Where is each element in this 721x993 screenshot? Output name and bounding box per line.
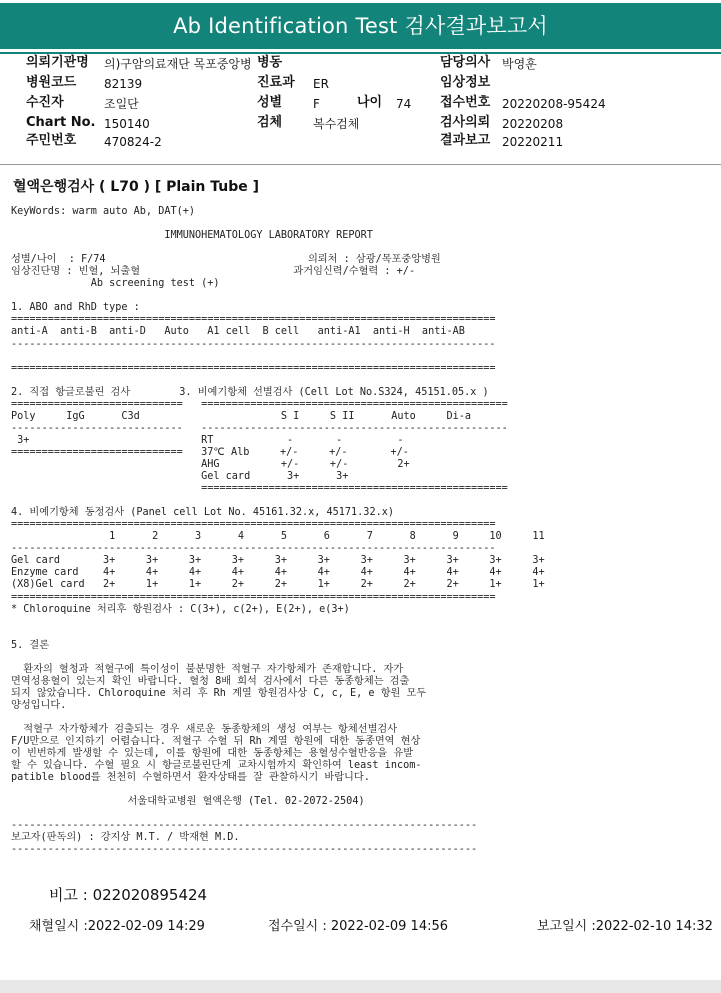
header-row-5 xyxy=(0,133,721,153)
report-title: Ab Identification Test 검사결과보고서 xyxy=(0,3,721,49)
remarks: 비고 : 022020895424 xyxy=(49,886,208,904)
label-resident-number: 주민번호 xyxy=(26,133,77,148)
section-title: 혈액은행검사 ( L70 ) [ Plain Tube ] xyxy=(13,179,260,195)
value-chart-no: 150140 xyxy=(104,117,150,131)
value-doctor: 박영훈 xyxy=(502,57,537,71)
header-row-3 xyxy=(0,95,721,115)
value-specimen: 복수검체 xyxy=(313,117,360,131)
header-row-4 xyxy=(0,115,721,135)
label-chart-no: Chart No. xyxy=(26,115,96,130)
label-test-request: 검사의뢰 xyxy=(440,115,491,130)
label-doctor: 담당의사 xyxy=(440,55,491,70)
value-institution: 의)구암의료재단 목포중앙병 xyxy=(104,57,252,71)
value-resident-number: 470824-2 xyxy=(104,135,162,149)
label-sex: 성별 xyxy=(257,95,283,110)
value-test-request: 20220208 xyxy=(502,117,564,131)
report-datetime: 보고일시 :2022-02-10 14:32 xyxy=(537,919,713,934)
label-department: 진료과 xyxy=(257,75,295,90)
header-row-1 xyxy=(0,55,721,75)
value-department: ER xyxy=(313,77,329,91)
value-sex: F xyxy=(313,97,320,111)
value-age: 74 xyxy=(396,97,412,111)
label-patient: 수진자 xyxy=(26,95,64,110)
label-result-report: 결과보고 xyxy=(440,133,491,148)
label-receipt-number: 접수번호 xyxy=(440,95,491,110)
header-row-2 xyxy=(0,75,721,95)
value-result-report: 20220211 xyxy=(502,135,564,149)
label-ward: 병동 xyxy=(257,55,283,70)
label-institution: 의뢰기관명 xyxy=(26,55,89,70)
header-top-rule xyxy=(0,52,721,54)
collection-datetime: 채혈일시 :2022-02-09 14:29 xyxy=(29,919,205,934)
label-clinical-info: 임상정보 xyxy=(440,75,491,90)
header-bottom-rule xyxy=(0,164,721,165)
value-patient: 조일단 xyxy=(104,97,139,111)
report-body: KeyWords: warm auto Ab, DAT(+) IMMUNOHEMATOLOGY LABORATORY REPORT 성별/나이 : F/74 의뢰처 : 삼광/목포중앙병원 임상진단명 : 빈혈, 뇌출혈 과거임신력/수혈력 : +/- Ab screening test (+) 1. ABO and RhD type : =============================================================================== anti-A anti-B anti-D Auto A1 cell B cell anti-A1 anti-H anti-AB ------------------------------------------------------------------------------- =============================================================================== 2. 직접 항글로불린 검사 3. 비예기항체 선별검사 (Cell Lot No.S324, 45151.05.x ) ============================ ================================================== Poly IgG C3d S I S II Auto Di-a ---------------------------- -------------------------------------------------- 3+ RT - - - ============================ 37℃ Alb +/- +/- +/- AHG +/- +/- 2+ Gel card 3+ 3+ ================================================== 4. 비예기항체 동정검사 (Panel cell Lot No. 45161.32.x, 45171.32.x) =============================================================================== 1 2 3 4 5 6 7 8 9 10 11 ------------------------------------------------------------------------------- Gel card 3+ 3+ 3+ 3+ 3+ 3+ 3+ 3+ 3+ 3+ 3+ Enzyme card 4+ 4+ 4+ 4+ 4+ 4+ 4+ 4+ 4+ 4+ 4+ (X8)Gel card 2+ 1+ 1+ 2+ 2+ 1+ 2+ 2+ 2+ 1+ 1+ =============================================================================== * Chloroquine 처리후 항원검사 : C(3+), c(2+), E(2+), e(3+) 5. 결론 환자의 혈청과 적혈구에 특이성이 불분명한 적혈구 자가항체가 존재합니다. 자가 면역성용혈이 있는지 확인 바랍니다. 혈청 8배 희석 검사에서 다른 동종항체는 검출 되지 않았습니다. Chloroquine 처리 후 Rh 계열 항원검사상 C, c, E, e 항원 모두 양성입니다. 적혈구 자가항체가 검출되는 경우 새로운 동종항체의 생성 여부는 항체선별검사 F/U만으로 인지하기 어렵습니다. 적혈구 수혈 뒤 Rh 계열 항원에 대한 동종면역 현상 이 빈번하게 발생할 수 있는데, 이를 항원에 대한 동종항체는 용혈성수혈반응을 유발 할 수 있습니다. 수혈 필요 시 항글로불린단계 교차시험까지 확인하여 least incom- patible blood를 천천히 수혈하면서 환자상태를 잘 관찰하시기 바랍니다. 서울대학교병원 혈액은행 (Tel. 02-2072-2504) ---------------------------------------------------------------------------- 보고자(판독의) : 강지상 M.T. / 박재현 M.D. ---------------------------------------------------------------------------- xyxy=(11,206,545,856)
value-hospital-code: 82139 xyxy=(104,77,143,91)
value-receipt-number: 20220208-95424 xyxy=(502,97,606,111)
label-age: 나이 xyxy=(357,95,383,110)
label-hospital-code: 병원코드 xyxy=(26,75,77,90)
receipt-datetime: 접수일시 : 2022-02-09 14:56 xyxy=(268,919,449,934)
bottom-strip xyxy=(0,980,721,993)
label-specimen: 검체 xyxy=(257,115,283,130)
